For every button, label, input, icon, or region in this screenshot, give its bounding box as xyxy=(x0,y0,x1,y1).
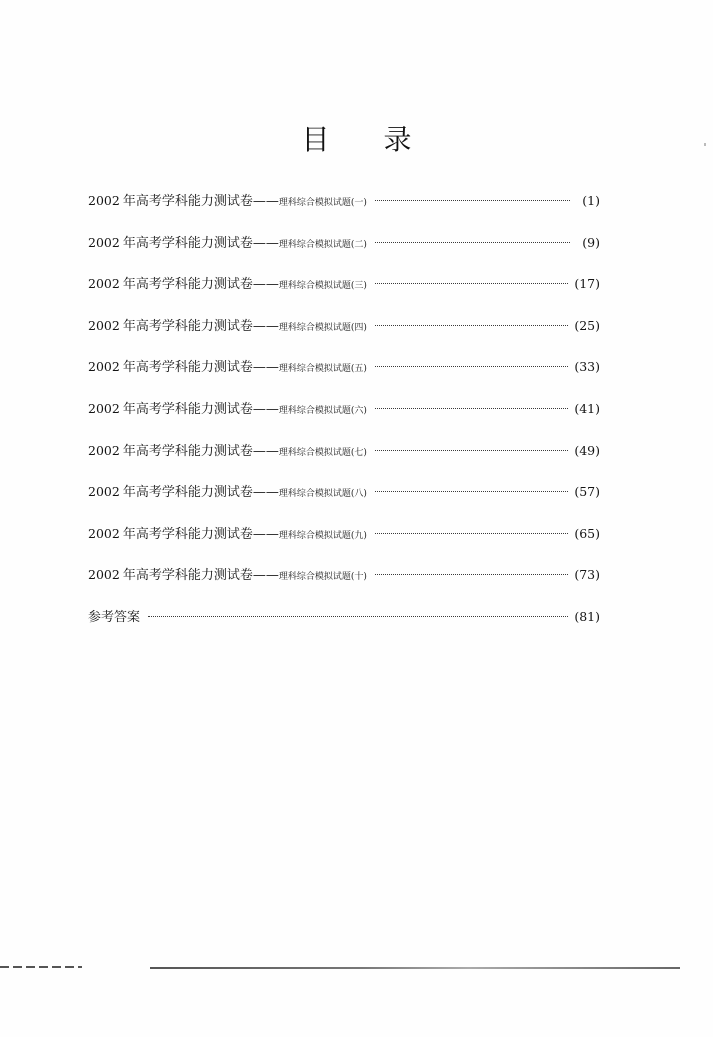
toc-entry-subtitle: 理科综合模拟试题(七) xyxy=(278,447,367,458)
toc-entry-title xyxy=(88,398,367,417)
title-char-2: 录 xyxy=(383,123,412,156)
toc-entry-main: 参考答案 xyxy=(88,609,141,625)
toc-entry-page: (33) xyxy=(574,359,600,375)
toc-entry-main: 年高考学科能力测试卷—— xyxy=(122,277,279,293)
dot-leader xyxy=(375,491,568,492)
toc-entry[interactable] xyxy=(88,273,600,315)
page-title xyxy=(0,118,713,158)
toc-entry-title xyxy=(88,523,367,542)
toc-entry[interactable] xyxy=(88,356,600,398)
toc-entry[interactable] xyxy=(88,564,600,606)
dot-leader xyxy=(375,450,568,451)
toc-entry[interactable] xyxy=(88,398,600,440)
toc-entry-year: 2002 xyxy=(88,400,120,416)
toc-entry[interactable] xyxy=(88,440,600,482)
dot-leader xyxy=(375,408,568,409)
toc-entry-subtitle: 理科综合模拟试题(四) xyxy=(278,322,367,333)
toc-entry-main: 年高考学科能力测试卷—— xyxy=(122,526,279,542)
toc-entry-subtitle: 理科综合模拟试题(一) xyxy=(278,198,367,208)
toc-entry-year: 2002 xyxy=(88,359,120,375)
toc-entry-subtitle: 理科综合模拟试题(十) xyxy=(278,572,367,583)
dot-leader xyxy=(375,366,568,367)
dot-leader xyxy=(375,200,570,201)
toc-entry-title xyxy=(88,564,367,583)
toc-entry-year: 2002 xyxy=(88,234,120,250)
toc-entry-main: 年高考学科能力测试卷—— xyxy=(122,485,279,501)
toc-entry-page: (65) xyxy=(574,525,600,541)
toc-entry-page: (25) xyxy=(574,317,600,333)
toc-entry[interactable] xyxy=(88,190,600,232)
dot-leader xyxy=(375,325,568,326)
toc-entry-year: 2002 xyxy=(88,525,120,541)
toc-entry-year: 2002 xyxy=(88,317,120,333)
toc-entry-year: 2002 xyxy=(88,442,120,458)
toc-entry-answers[interactable] xyxy=(88,606,600,648)
toc-entry-title xyxy=(88,440,367,459)
scan-edge-line-left xyxy=(0,966,82,968)
toc-entry-year: 2002 xyxy=(88,276,120,292)
toc-entry-subtitle: 理科综合模拟试题(五) xyxy=(278,364,367,375)
toc-entry-title xyxy=(88,315,367,334)
toc-entry-page: (17) xyxy=(574,276,600,292)
dot-leader xyxy=(375,533,568,534)
toc-entry-title xyxy=(88,356,367,375)
toc-entry-main: 年高考学科能力测试卷—— xyxy=(122,235,279,251)
toc-entry-subtitle: 理科综合模拟试题(六) xyxy=(278,405,367,416)
dot-leader xyxy=(375,574,568,575)
toc-entry-main: 年高考学科能力测试卷—— xyxy=(122,568,279,584)
table-of-contents xyxy=(88,190,600,648)
toc-entry-page: (9) xyxy=(582,234,600,250)
toc-entry-subtitle: 理科综合模拟试题(九) xyxy=(278,530,367,541)
toc-entry-year: 2002 xyxy=(88,193,120,208)
toc-entry-subtitle: 理科综合模拟试题(八) xyxy=(278,489,367,500)
scan-speck xyxy=(704,143,706,146)
toc-entry-title xyxy=(88,481,367,500)
toc-entry-page: (57) xyxy=(574,484,600,500)
toc-entry-page: (41) xyxy=(574,400,600,416)
toc-entry-main: 年高考学科能力测试卷—— xyxy=(122,194,279,209)
toc-entry-subtitle: 理科综合模拟试题(三) xyxy=(278,281,367,292)
toc-entry-year: 2002 xyxy=(88,567,120,583)
toc-entry-main: 年高考学科能力测试卷—— xyxy=(122,443,279,459)
toc-entry-main: 年高考学科能力测试卷—— xyxy=(122,360,279,376)
scan-edge-line xyxy=(150,967,680,969)
toc-entry-title xyxy=(88,273,367,292)
toc-entry-title xyxy=(88,190,367,209)
toc-entry-title xyxy=(88,606,140,625)
toc-entry-page: (73) xyxy=(574,567,600,583)
toc-entry-page: (81) xyxy=(574,608,600,624)
toc-entry[interactable] xyxy=(88,481,600,523)
toc-entry[interactable] xyxy=(88,523,600,565)
toc-entry[interactable] xyxy=(88,232,600,274)
toc-entry-main: 年高考学科能力测试卷—— xyxy=(122,318,279,334)
dot-leader xyxy=(375,283,568,284)
dot-leader xyxy=(375,242,570,243)
dot-leader xyxy=(148,616,568,617)
toc-entry-year: 2002 xyxy=(88,484,120,500)
toc-entry-title xyxy=(88,232,367,251)
toc-entry-subtitle: 理科综合模拟试题(二) xyxy=(278,239,367,250)
toc-entry-page: (1) xyxy=(582,193,600,208)
toc-entry[interactable] xyxy=(88,315,600,357)
toc-entry-page: (49) xyxy=(574,442,600,458)
title-char-1: 目 xyxy=(301,123,330,156)
toc-entry-main: 年高考学科能力测试卷—— xyxy=(122,401,279,417)
